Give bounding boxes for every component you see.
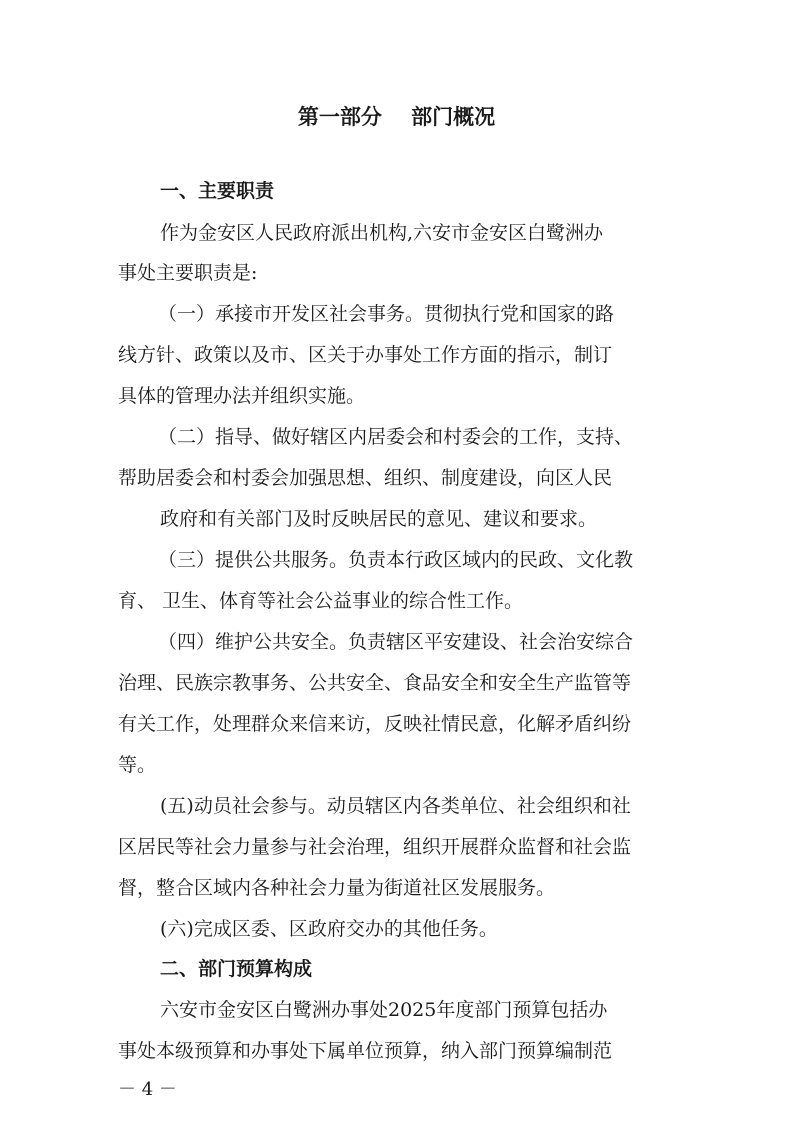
paragraph-line: （一）承接市开发区社会事务。贯彻执行党和国家的路	[158, 303, 615, 325]
paragraph-line: 线方针、政策以及市、区关于办事处工作方面的指示，制订	[118, 344, 613, 366]
paragraph-line: 区居民等社会力量参与社会治理，组织开展群众监督和社会监	[118, 836, 632, 858]
paragraph-line: 帮助居委会和村委会加强思想、组织、制度建设，向区人民	[118, 467, 613, 489]
page-title: 第一部分 部门概况	[297, 105, 496, 129]
paragraph-line: （二）指导、做好辖区内居委会和村委会的工作，支持、	[158, 426, 634, 448]
section-heading-budget-composition: 二、部门预算构成	[160, 958, 313, 980]
paragraph-line: 督，整合区域内各种社会力量为街道社区发展服务。	[118, 877, 556, 899]
paragraph-line: 作为金安区人民政府派出机构,六安市金安区白鹭洲办	[160, 222, 604, 244]
paragraph-line: 等。	[118, 754, 157, 776]
paragraph-line: （四）维护公共安全。负责辖区平安建设、社会治安综合	[158, 631, 634, 653]
paragraph-line: 事处主要职责是:	[118, 262, 258, 284]
paragraph-line: 治理、民族宗教事务、公共安全、食品安全和安全生产监管等	[118, 672, 632, 694]
paragraph-line: 事处本级预算和办事处下属单位预算，纳入部门预算编制范	[118, 1040, 613, 1062]
paragraph-line: 育、 卫生、体育等社会公益事业的综合性工作。	[118, 590, 524, 612]
paragraph-line: 有关工作，处理群众来信来访，反映社情民意，化解矛盾纠纷	[118, 713, 632, 735]
paragraph-line: 政府和有关部门及时反映居民的意见、建议和要求。	[160, 508, 598, 530]
paragraph-line: 六安市金安区白鹭洲办事处2025年度部门预算包括办	[160, 999, 608, 1021]
paragraph-line: (六)完成区委、区政府交办的其他任务。	[160, 918, 498, 940]
paragraph-line: (五)动员社会参与。动员辖区内各类单位、社会组织和社	[160, 795, 631, 817]
page-number: － 4 －	[118, 1079, 177, 1100]
paragraph-line: （三）提供公共服务。负责本行政区域内的民政、文化教	[158, 549, 634, 571]
section-heading-main-duties: 一、主要职责	[160, 180, 275, 202]
paragraph-line: 具体的管理办法并组织实施。	[118, 385, 366, 407]
